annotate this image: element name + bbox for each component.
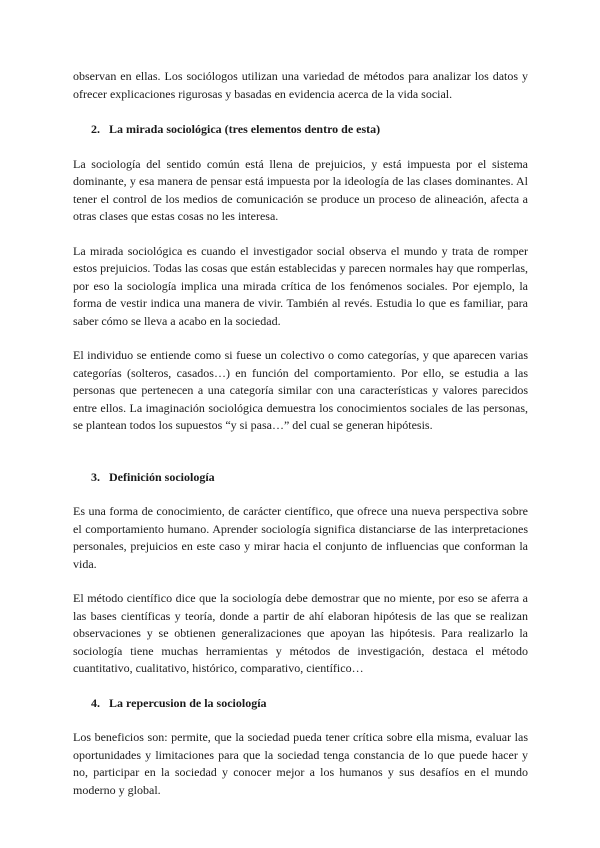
- paragraph: Es una forma de conocimiento, de carácter científico, que ofrece una nueva perspectiva sobre el comportamiento humano. Aprender sociología significa distanciarse de las interpretaciones personales, prejuicios en este caso y mirar hacia el conjunto de influencias que conforman la vida.: [73, 504, 528, 571]
- intro-paragraph: observan en ellas. Los sociólogos utilizan una variedad de métodos para analizar los datos y ofrecer explicaciones rigurosas y basadas en evidencia acerca de la vida social.: [73, 69, 528, 101]
- section-title: La repercusion de la sociología: [109, 695, 267, 710]
- section-title: La mirada sociológica (tres elementos dentro de esta): [109, 122, 381, 136]
- section-title: Definición sociología: [109, 469, 215, 484]
- paragraph: La mirada sociológica es cuando el investigador social observa el mundo y trata de romper estos prejuicios. Todas las cosas que están establecidas y parecen normales hay que romperlas, por eso la sociología implica una mirada crítica de los fenómenos sociales. Por ejemplo, la forma de vestir indica una manera de vivir. También al revés. Estudia lo que es familiar, para saber cómo se lleva a acabo en la sociedad.: [73, 243, 528, 328]
- section-heading-mirada: [73, 121, 528, 139]
- section-heading-repercusion: [73, 695, 528, 713]
- section-number: 2.: [91, 122, 100, 136]
- section-heading-definicion: [73, 469, 528, 487]
- paragraph: El método científico dice que la sociología debe demostrar que no miente, por eso se aferra a las bases científicas y teoría, donde a partir de ahí elaboran hipótesis de las que se realizan observaciones y se obtienen generalizaciones que apoyan las hipótesis. Para realizarlo la sociología tiene muchas herramientas y métodos de investigación, destaca el método cuantitativo, cualitativo, histórico, comparativo, científico…: [73, 591, 528, 675]
- paragraph: El individuo se entiende como si fuese un colectivo o como categorías, y que aparecen varias categorías (solteros, casados…) en función del comportamiento. Por ello, se estudia a las personas que pertenecen a una categoría similar con una características y valores parecidos entre ellos. La imaginación sociológica demuestra los conocimientos sociales de las personas, se plantean todos los supuestos “y si pasa…” del cual se generan hipótesis.: [73, 348, 528, 432]
- paragraph: Los beneficios son: permite, que la sociedad pueda tener crítica sobre ella misma, evaluar las oportunidades y limitaciones para que la sociedad tenga constancia de lo que puede hacer y no, participar en la sociedad y conocer mejor a los humanos y sus desafíos en el mundo moderno y global.: [73, 730, 528, 797]
- section-number: 3.: [91, 469, 100, 484]
- paragraph: La sociología del sentido común está llena de prejuicios, y está impuesta por el sistema dominante, y esa manera de pensar está impuesta por la ideología de las clases dominantes. Al tener el control de los medios de comunicación se produce un proceso de alineación, afecta a otras clases que estas cosas no les interesa.: [73, 156, 528, 223]
- section-number: 4.: [91, 695, 100, 710]
